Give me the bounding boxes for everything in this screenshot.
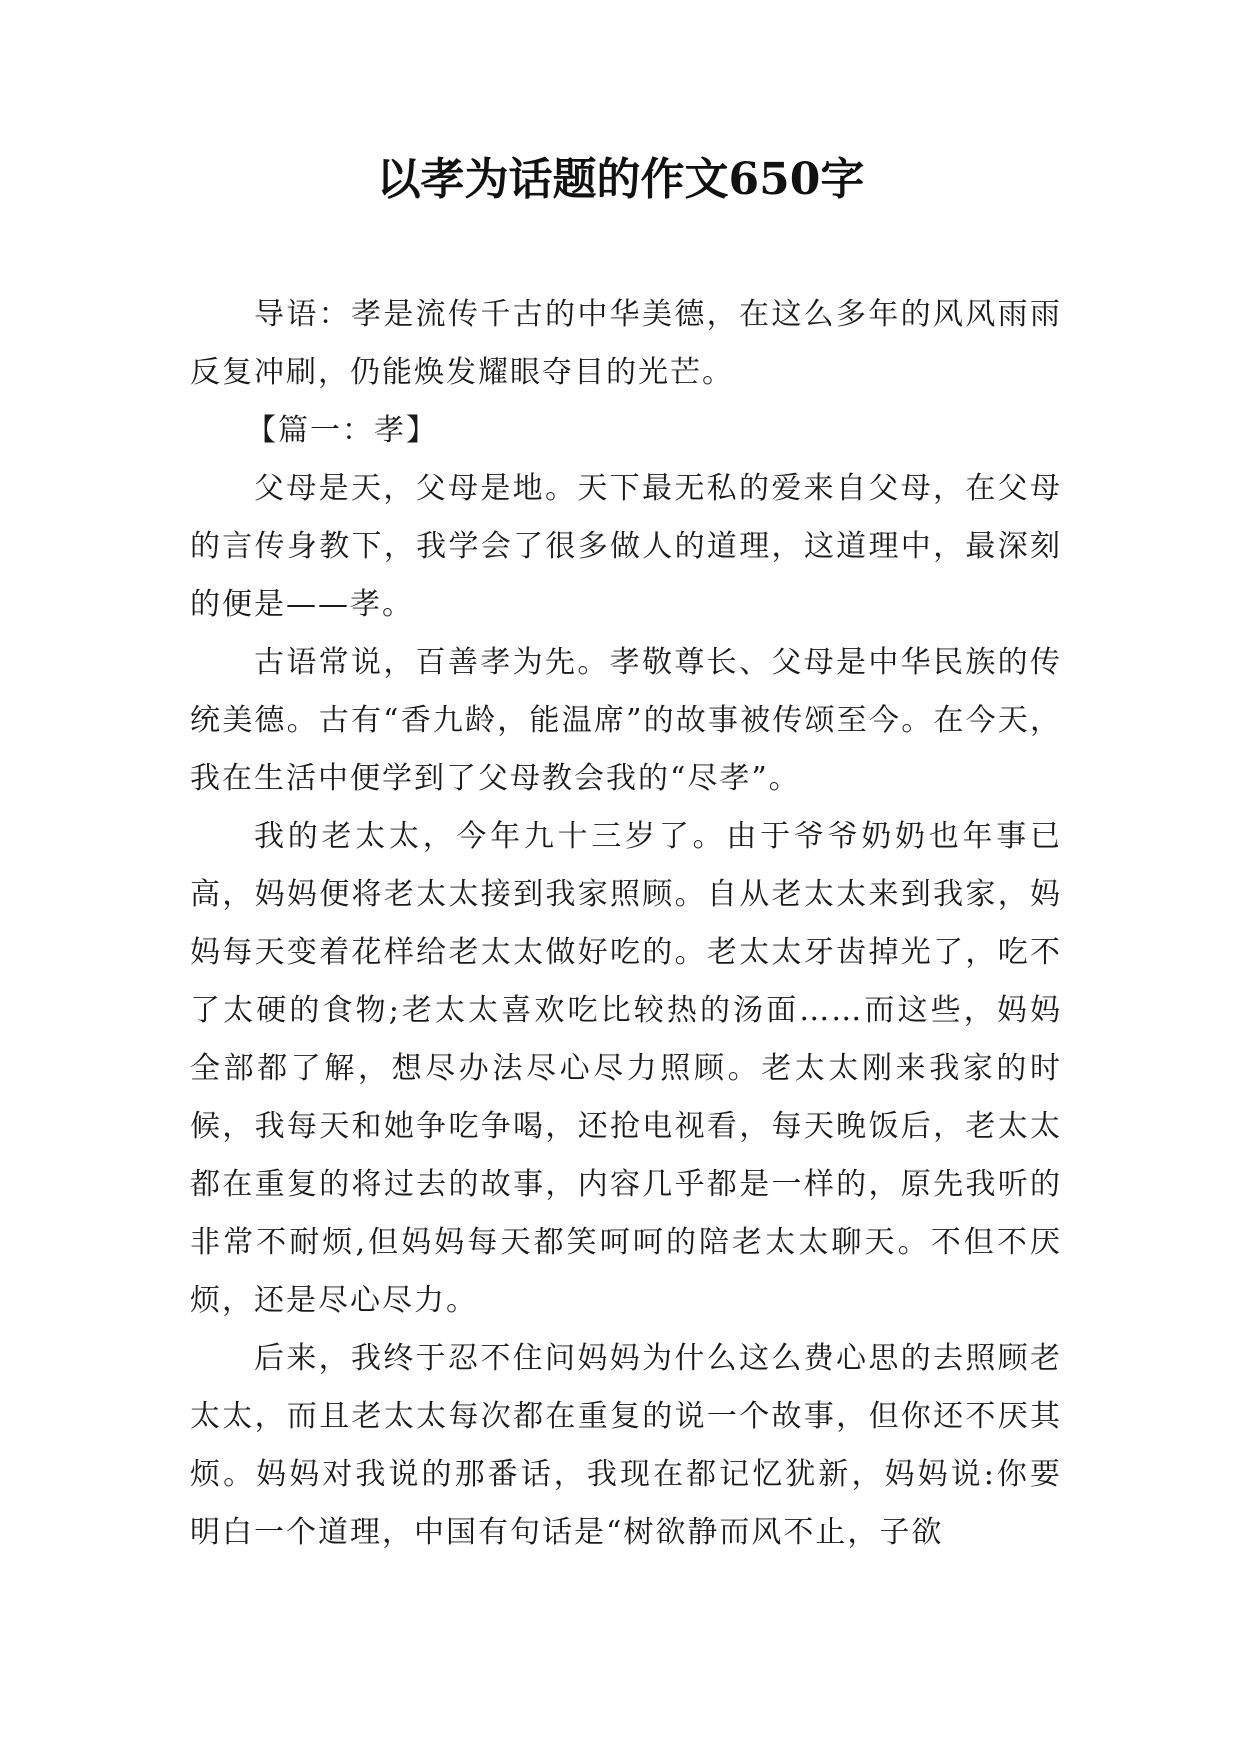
section-heading: 【篇一：孝】 <box>246 413 438 448</box>
intro-paragraph: 导语：孝是流传千古的中华美德，在这么多年的风风雨雨反复冲刷，仍能焕发耀眼夺目的光芒。 <box>190 297 1062 390</box>
document-body <box>190 286 1062 1562</box>
body-paragraph: 古语常说，百善孝为先。孝敬尊长、父母是中华民族的传统美德。古有“香九龄，能温席”的故事被传颂至今。在今天，我在生活中便学到了父母教会我的“尽孝”。 <box>190 645 1062 796</box>
body-paragraph: 我的老太太，今年九十三岁了。由于爷爷奶奶也年事已高，妈妈便将老太太接到我家照顾。自从老太太来到我家，妈妈每天变着花样给老太太做好吃的。老太太牙齿掉光了，吃不了太硬的食物;老太太喜欢吃比较热的汤面……而这些，妈妈全部都了解，想尽办法尽心尽力照顾。老太太刚来我家的时候，我每天和她争吃争喝，还抢电视看，每天晚饭后，老太太都在重复的将过去的故事，内容几乎都是一样的，原先我听的非常不耐烦,但妈妈每天都笑呵呵的陪老太太聊天。不但不厌烦，还是尽心尽力。 <box>190 819 1062 1318</box>
body-paragraph: 父母是天，父母是地。天下最无私的爱来自父母，在父母的言传身教下，我学会了很多做人的道理，这道理中，最深刻的便是——孝。 <box>190 471 1062 622</box>
document-title: 以孝为话题的作文650字 <box>376 154 865 205</box>
body-paragraph: 后来，我终于忍不住问妈妈为什么这么费心思的去照顾老太太，而且老太太每次都在重复的说一个故事，但你还不厌其烦。妈妈对我说的那番话，我现在都记忆犹新，妈妈说:你要明白一个道理，中国有句话是“树欲静而风不止，子欲 <box>190 1341 1062 1550</box>
